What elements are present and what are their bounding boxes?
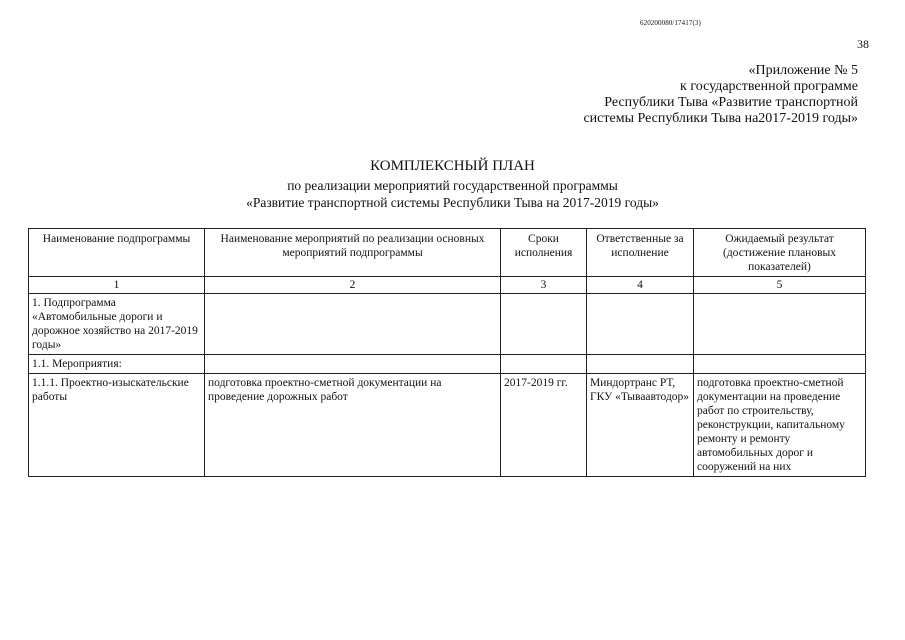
result-cell (694, 294, 866, 355)
plan-table (28, 228, 866, 477)
subprogram-name-cell: 1. Подпрограмма «Автомобильные дороги и дорожное хозяйство на 2017-2019 годы» (29, 294, 205, 355)
plan-subtitle-1: по реализации мероприятий государственной программы (287, 178, 618, 193)
activity-cell (205, 355, 501, 374)
period-cell: 2017-2019 гг. (501, 374, 587, 477)
column-number: 5 (694, 277, 866, 294)
header-responsible: Ответственные за исполнение (587, 229, 694, 277)
plan-title: КОМПЛЕКСНЫЙ ПЛАН (370, 158, 535, 174)
table-header-row (29, 229, 866, 277)
column-number: 3 (501, 277, 587, 294)
activity-cell (205, 294, 501, 355)
responsible-cell (587, 355, 694, 374)
appendix-line-4: системы Республики Тыва на2017-2019 годы» (583, 111, 858, 126)
subprogram-name-cell: 1.1. Мероприятия: (29, 355, 205, 374)
column-number: 1 (29, 277, 205, 294)
table-row (29, 374, 866, 477)
responsible-cell: Миндортранс РТ, ГКУ «Тываавтодор» (587, 374, 694, 477)
document-code: 620200080/17417(3) (640, 19, 701, 27)
plan-subtitle-2: «Развитие транспортной системы Республики Тыва на 2017-2019 годы» (246, 195, 659, 210)
appendix-line-1: «Приложение № 5 (748, 63, 858, 78)
period-cell (501, 294, 587, 355)
activity-cell: подготовка проектно-сметной документации на проведение дорожных работ (205, 374, 501, 477)
table-row (29, 355, 866, 374)
result-cell: подготовка проектно-сметной документации на проведение работ по строительству, реконструкции, капитальному ремонту и ремонту автомобильных дорог и сооружений на них (694, 374, 866, 477)
table-row (29, 294, 866, 355)
appendix-line-3: Республики Тыва «Развитие транспортной (604, 95, 858, 110)
header-activities: Наименование мероприятий по реализации основных мероприятий подпрограммы (205, 229, 501, 277)
header-subprogram: Наименование подпрограммы (29, 229, 205, 277)
column-number: 4 (587, 277, 694, 294)
result-cell (694, 355, 866, 374)
subprogram-name-cell: 1.1.1. Проектно-изыскательские работы (29, 374, 205, 477)
page-number: 38 (857, 37, 869, 51)
period-cell (501, 355, 587, 374)
column-number-row (29, 277, 866, 294)
column-number: 2 (205, 277, 501, 294)
appendix-reference (583, 63, 858, 127)
responsible-cell (587, 294, 694, 355)
header-period: Сроки исполнения (501, 229, 587, 277)
header-result: Ожидаемый результат (достижение плановых показателей) (694, 229, 866, 277)
appendix-line-2: к государственной программе (680, 79, 858, 94)
